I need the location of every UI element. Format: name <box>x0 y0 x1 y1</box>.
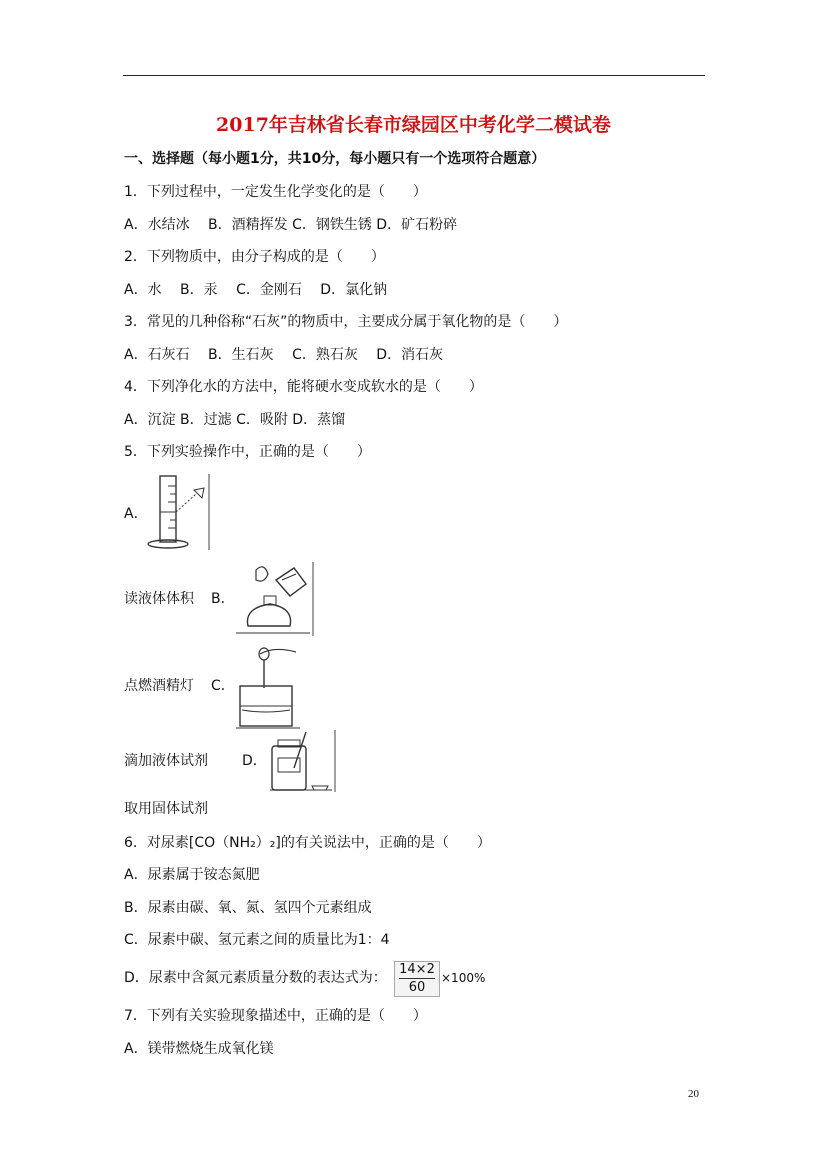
question-6-option-a: A．尿素属于铵态氮肥 <box>124 867 260 883</box>
q5-option-d-caption: 取用固体试剂 <box>124 801 208 817</box>
question-4: 4．下列净化水的方法中，能将硬水变成软水的是（ ） <box>124 379 483 395</box>
q5-option-a-label: A． <box>124 506 148 522</box>
question-6-option-d: D．尿素中含氮元素质量分数的表达式为： <box>124 970 387 986</box>
dropper-beaker-figure <box>234 644 304 730</box>
question-5: 5．下列实验操作中，正确的是（ ） <box>124 444 371 460</box>
question-6-option-c: C．尿素中碳、氢元素之间的质量比为1：4 <box>124 932 390 948</box>
q5-option-c-caption: 滴加液体试剂 <box>124 753 208 769</box>
q5-option-b-caption: 点燃酒精灯 <box>124 678 194 694</box>
question-6-option-d-suffix: ×100% <box>441 971 486 985</box>
reagent-jar-figure <box>266 728 338 794</box>
measuring-cylinder-figure <box>146 472 212 552</box>
fraction-numerator: 14×2 <box>399 962 435 977</box>
header-rule <box>123 75 705 76</box>
question-3: 3．常见的几种俗称“石灰”的物质中，主要成分属于氧化物的是（ ） <box>124 314 568 330</box>
page-title: 2017年吉林省长春市绿园区中考化学二模试卷 <box>216 114 611 136</box>
q5-option-c-label: C． <box>211 678 235 694</box>
page-number: 20 <box>688 1088 699 1100</box>
section-heading: 一、选择题（每小题1分，共10分，每小题只有一个选项符合题意） <box>124 151 546 167</box>
q5-option-d-label: D． <box>242 753 267 769</box>
alcohol-lamp-figure <box>234 560 316 638</box>
fraction-denominator: 60 <box>408 980 426 995</box>
question-7-option-a: A．镁带燃烧生成氧化镁 <box>124 1041 274 1057</box>
question-4-options: A．沉淀 B．过滤 C．吸附 D．蒸馏 <box>124 412 346 428</box>
question-1-options: A．水结冰 B．酒精挥发 C．钢铁生锈 D．矿石粉碎 <box>124 217 458 233</box>
q5-option-a-caption: 读液体体积 <box>124 591 194 607</box>
question-3-options: A．石灰石 B．生石灰 C．熟石灰 D．消石灰 <box>124 347 444 363</box>
question-2-options: A．水 B．汞 C．金刚石 D．氯化钠 <box>124 282 388 298</box>
question-2: 2．下列物质中，由分子构成的是（ ） <box>124 249 385 265</box>
question-6-option-b: B．尿素由碳、氧、氮、氢四个元素组成 <box>124 900 372 916</box>
question-1: 1．下列过程中，一定发生化学变化的是（ ） <box>124 184 427 200</box>
fraction-bar <box>399 978 435 979</box>
question-6: 6．对尿素[CO（NH₂）₂]的有关说法中，正确的是（ ） <box>124 835 491 851</box>
q5-option-b-label: B． <box>211 591 235 607</box>
question-7: 7．下列有关实验现象描述中，正确的是（ ） <box>124 1008 427 1024</box>
fraction-box <box>394 961 440 997</box>
